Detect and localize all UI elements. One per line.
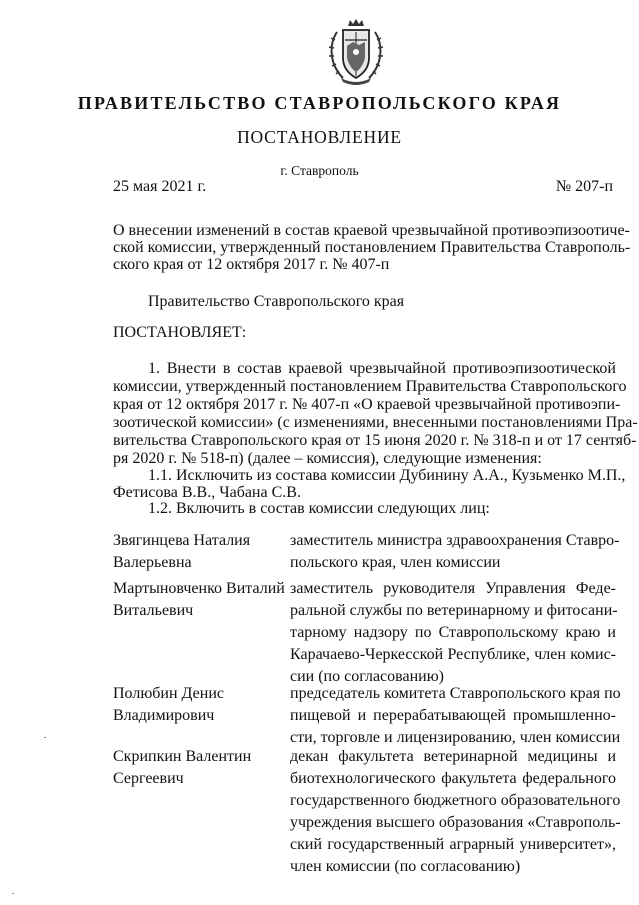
member-name: Скрипкин Валентин Сергеевич xyxy=(113,748,252,787)
subject-line: О внесении изменений в состав краевой чрезвычайной противоэпизоотиче- xyxy=(113,222,630,239)
document-date: 25 мая 2021 г. xyxy=(113,178,207,195)
body-line: 1.1. Исключить из состава комиссии Дубинину А.А., Кузьменко М.П., xyxy=(148,467,626,484)
document-type: ПОСТАНОВЛЕНИЕ xyxy=(237,127,402,147)
body-line: зоотической комиссии» (с изменениями, внесенными постановлениями Пра- xyxy=(113,414,638,431)
body-line: края от 12 октября 2017 г. № 407-п «О краевой чрезвычайной противоэпи- xyxy=(113,396,621,413)
government-title: ПРАВИТЕЛЬСТВО СТАВРОПОЛЬСКОГО КРАЯ xyxy=(77,93,562,113)
city: г. Ставрополь xyxy=(280,163,359,178)
scan-speck xyxy=(12,893,14,894)
member-position: заместитель руководителя Управления Феде- ральной службы по ветеринарному и фитосани- тарному надзору по Ставропольскому краю и Карачаево-Черкесской Республике, член комис- сии (по согласованию) xyxy=(290,580,618,685)
body-line: 1.2. Включить в состав комиссии следующих лиц: xyxy=(148,500,490,517)
body-line: 1. Внести в состав краевой чрезвычайной противоэпизоотической xyxy=(148,360,616,377)
body-line: вительства Ставропольского края от 15 июня 2020 г. № 318-п и от 17 сентяб- xyxy=(113,432,637,449)
decree-word: ПОСТАНОВЛЯЕТ: xyxy=(113,324,247,341)
subject-line: ского края от 12 октября 2017 г. № 407-п xyxy=(113,256,390,273)
member-position: заместитель министра здравоохранения Ставро- польского края, член комиссии xyxy=(290,532,620,571)
issuer-text: Правительство Ставропольского края xyxy=(148,293,405,310)
body-line: комиссии, утвержденный постановлением Правительства Ставропольского xyxy=(113,378,627,395)
body-line: ря 2020 г. № 518-п) (далее – комиссия), следующие изменения: xyxy=(113,450,542,467)
member-name: Мартыновченко Виталий Витальевич xyxy=(113,580,285,619)
member-name: Полюбин Денис Владимирович xyxy=(113,685,224,724)
coat-of-arms-emblem xyxy=(325,18,387,86)
document-number: № 207-п xyxy=(555,178,613,195)
member-name: Звягинцева Наталия Валерьевна xyxy=(113,532,251,571)
body-line: Фетисова В.В., Чабана С.В. xyxy=(113,484,301,501)
subject-line: ской комиссии, утвержденный постановлением Правительства Ставрополь- xyxy=(113,239,631,256)
scan-speck xyxy=(44,737,46,738)
member-position: декан факультета ветеринарной медицины и биотехнологического факультета федерального государственного бюджетного образовательного учреждения высшего образования «Ставрополь- ский государственный аграрный университет», член комиссии (по согласованию) xyxy=(290,748,621,875)
member-position: председатель комитета Ставропольского края по пищевой и перерабатывающей промышленно- сти, торговле и лицензированию, член комиссии xyxy=(290,685,621,746)
